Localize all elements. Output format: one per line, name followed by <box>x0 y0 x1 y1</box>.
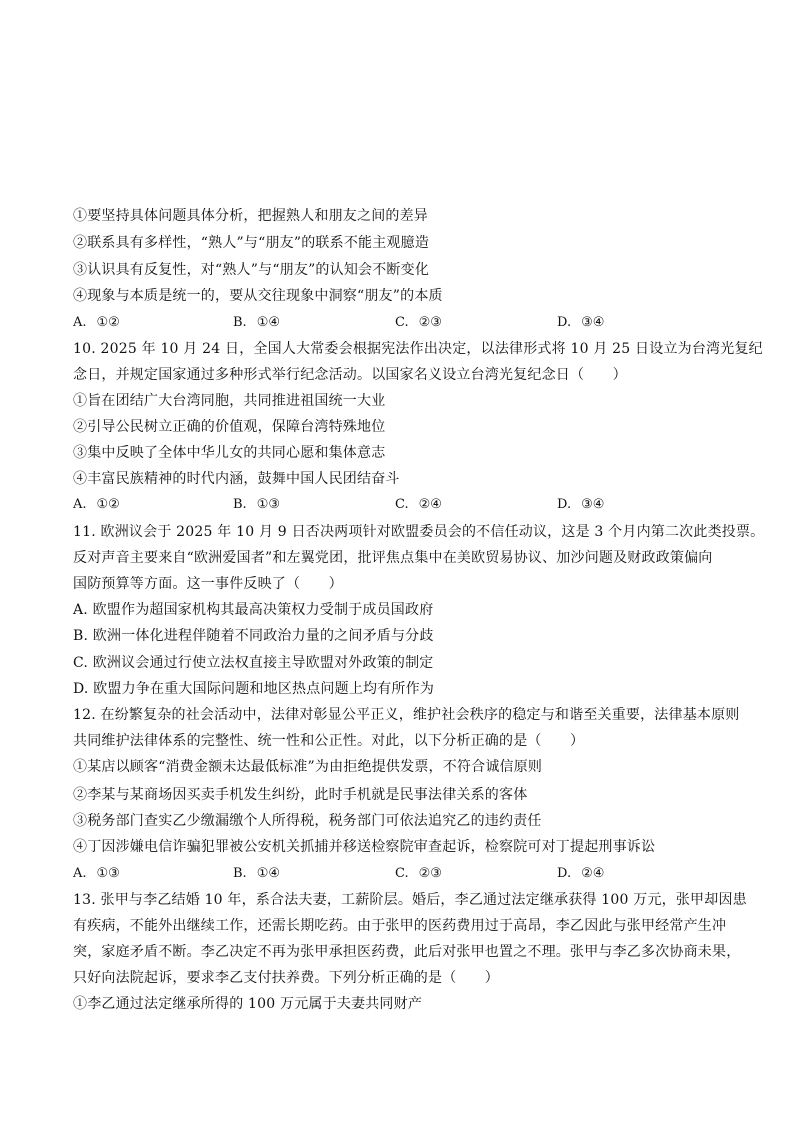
q9-statement-1: ①要坚持具体问题具体分析，把握熟人和朋友之间的差异 <box>73 208 428 224</box>
q9-option-a <box>73 314 120 332</box>
option-text: ②③ <box>418 866 442 881</box>
q12-options <box>73 865 733 883</box>
option-letter: D. <box>557 866 572 881</box>
q9-statement-2: ②联系具有多样性，“熟人”与“朋友”的联系不能主观臆造 <box>73 235 430 251</box>
q9-option-d <box>557 314 604 332</box>
option-letter: B. <box>233 497 247 512</box>
q12-stem-line-1: 12. 在纷繁复杂的社会活动中，法律对彰显公平正义，维护社会秩序的稳定与和谐至关重要，法律基本原则 <box>73 707 740 723</box>
option-text: ②④ <box>418 497 442 512</box>
option-letter: C. <box>395 497 409 512</box>
option-text: ②④ <box>581 866 605 881</box>
option-text: ①③ <box>96 866 120 881</box>
option-letter: B. <box>233 315 247 330</box>
q13-statement-1: ①李乙通过法定继承所得的 100 万元属于夫妻共同财产 <box>73 996 423 1012</box>
q10-option-a <box>73 496 120 514</box>
option-letter: A. <box>73 497 87 512</box>
q9-option-c <box>395 314 442 332</box>
q9-statement-4: ④现象与本质是统一的，要从交往现象中洞察“朋友”的本质 <box>73 288 443 304</box>
option-letter: B. <box>233 866 247 881</box>
option-text: ③④ <box>581 315 605 330</box>
option-text: ①② <box>96 315 120 330</box>
q13-stem-line-2: 有疾病，不能外出继续工作，还需长期吃药。由于张甲的医药费用过于高昂，李乙因此与张甲经常产生冲 <box>73 918 727 934</box>
q12-option-d <box>557 865 604 883</box>
q10-statement-4: ④丰富民族精神的时代内涵，鼓舞中国人民团结奋斗 <box>73 471 400 487</box>
option-text: ①② <box>96 497 120 512</box>
q13-stem-line-4: 只好向法院起诉，要求李乙支付扶养费。下列分析正确的是（ ） <box>73 970 499 986</box>
q12-statement-1: ①某店以顾客“消费金额未达最低标准”为由拒绝提供发票，不符合诚信原则 <box>73 759 543 775</box>
q12-statement-4: ④丁因涉嫌电信诈骗犯罪被公安机关抓捕并移送检察院审查起诉，检察院可对丁提起刑事诉讼 <box>73 839 656 855</box>
q11-stem-line-2: 反对声音主要来自“欧洲爱国者”和左翼党团，批评焦点集中在美欧贸易协议、加沙问题及财政政策偏向 <box>73 550 713 566</box>
q10-option-b <box>233 496 280 514</box>
option-text: ①③ <box>256 497 280 512</box>
q12-option-a <box>73 865 120 883</box>
q10-options <box>73 496 733 514</box>
q10-stem-line-1: 10. 2025 年 10 月 24 日，全国人大常委会根据宪法作出决定，以法律形式将 10 月 25 日设立为台湾光复纪 <box>73 341 763 357</box>
q9-option-b <box>233 314 280 332</box>
q11-choice-a: A. 欧盟作为超国家机构其最高决策权力受制于成员国政府 <box>73 602 434 618</box>
q12-statement-2: ②李某与某商场因买卖手机发生纠纷，此时手机就是民事法律关系的客体 <box>73 787 528 803</box>
option-letter: D. <box>557 497 572 512</box>
option-text: ①④ <box>256 315 280 330</box>
option-letter: C. <box>395 866 409 881</box>
q11-choice-b: B. 欧洲一体化进程伴随着不同政治力量的之间矛盾与分歧 <box>73 628 434 644</box>
q11-choice-d: D. 欧盟力争在重大国际问题和地区热点问题上均有所作为 <box>73 681 435 697</box>
q10-option-d <box>557 496 604 514</box>
q9-statement-3: ③认识具有反复性，对“熟人”与“朋友”的认知会不断变化 <box>73 262 430 278</box>
q10-option-c <box>395 496 442 514</box>
q9-options <box>73 314 733 332</box>
q10-stem-line-2: 念日，并规定国家通过多种形式举行纪念活动。以国家名义设立台湾光复纪念日（ ） <box>73 367 627 383</box>
q12-statement-3: ③税务部门查实乙少缴漏缴个人所得税，税务部门可依法追究乙的违约责任 <box>73 813 542 829</box>
q10-statement-1: ①旨在团结广大台湾同胞，共同推进祖国统一大业 <box>73 393 386 409</box>
option-text: ①④ <box>256 866 280 881</box>
option-letter: A. <box>73 315 87 330</box>
option-text: ②③ <box>418 315 442 330</box>
option-letter: D. <box>557 315 572 330</box>
q12-option-c <box>395 865 442 883</box>
option-letter: C. <box>395 315 409 330</box>
q10-statement-3: ③集中反映了全体中华儿女的共同心愿和集体意志 <box>73 445 386 461</box>
q13-stem-line-1: 13. 张甲与李乙结婚 10 年，系合法夫妻，工薪阶层。婚后，李乙通过法定继承获得 100 万元，张甲却因患 <box>73 892 747 908</box>
q10-statement-2: ②引导公民树立正确的价值观，保障台湾特殊地位 <box>73 419 386 435</box>
q11-stem-line-3: 国防预算等方面。这一事件反映了（ ） <box>73 576 343 592</box>
option-letter: A. <box>73 866 87 881</box>
q13-stem-line-3: 突，家庭矛盾不断。李乙决定不再为张甲承担医药费，此后对张甲也置之不理。张甲与李乙多次协商未果， <box>73 944 741 960</box>
q11-choice-c: C. 欧洲议会通过行使立法权直接主导欧盟对外政策的制定 <box>73 655 434 671</box>
q12-stem-line-2: 共同维护法律体系的完整性、统一性和公正性。对此，以下分析正确的是（ ） <box>73 733 585 749</box>
option-text: ③④ <box>581 497 605 512</box>
q12-option-b <box>233 865 280 883</box>
q11-stem-line-1: 11. 欧洲议会于 2025 年 10 月 9 日否决两项针对欧盟委员会的不信任动议，这是 3 个月内第二次此类投票。 <box>73 524 765 540</box>
